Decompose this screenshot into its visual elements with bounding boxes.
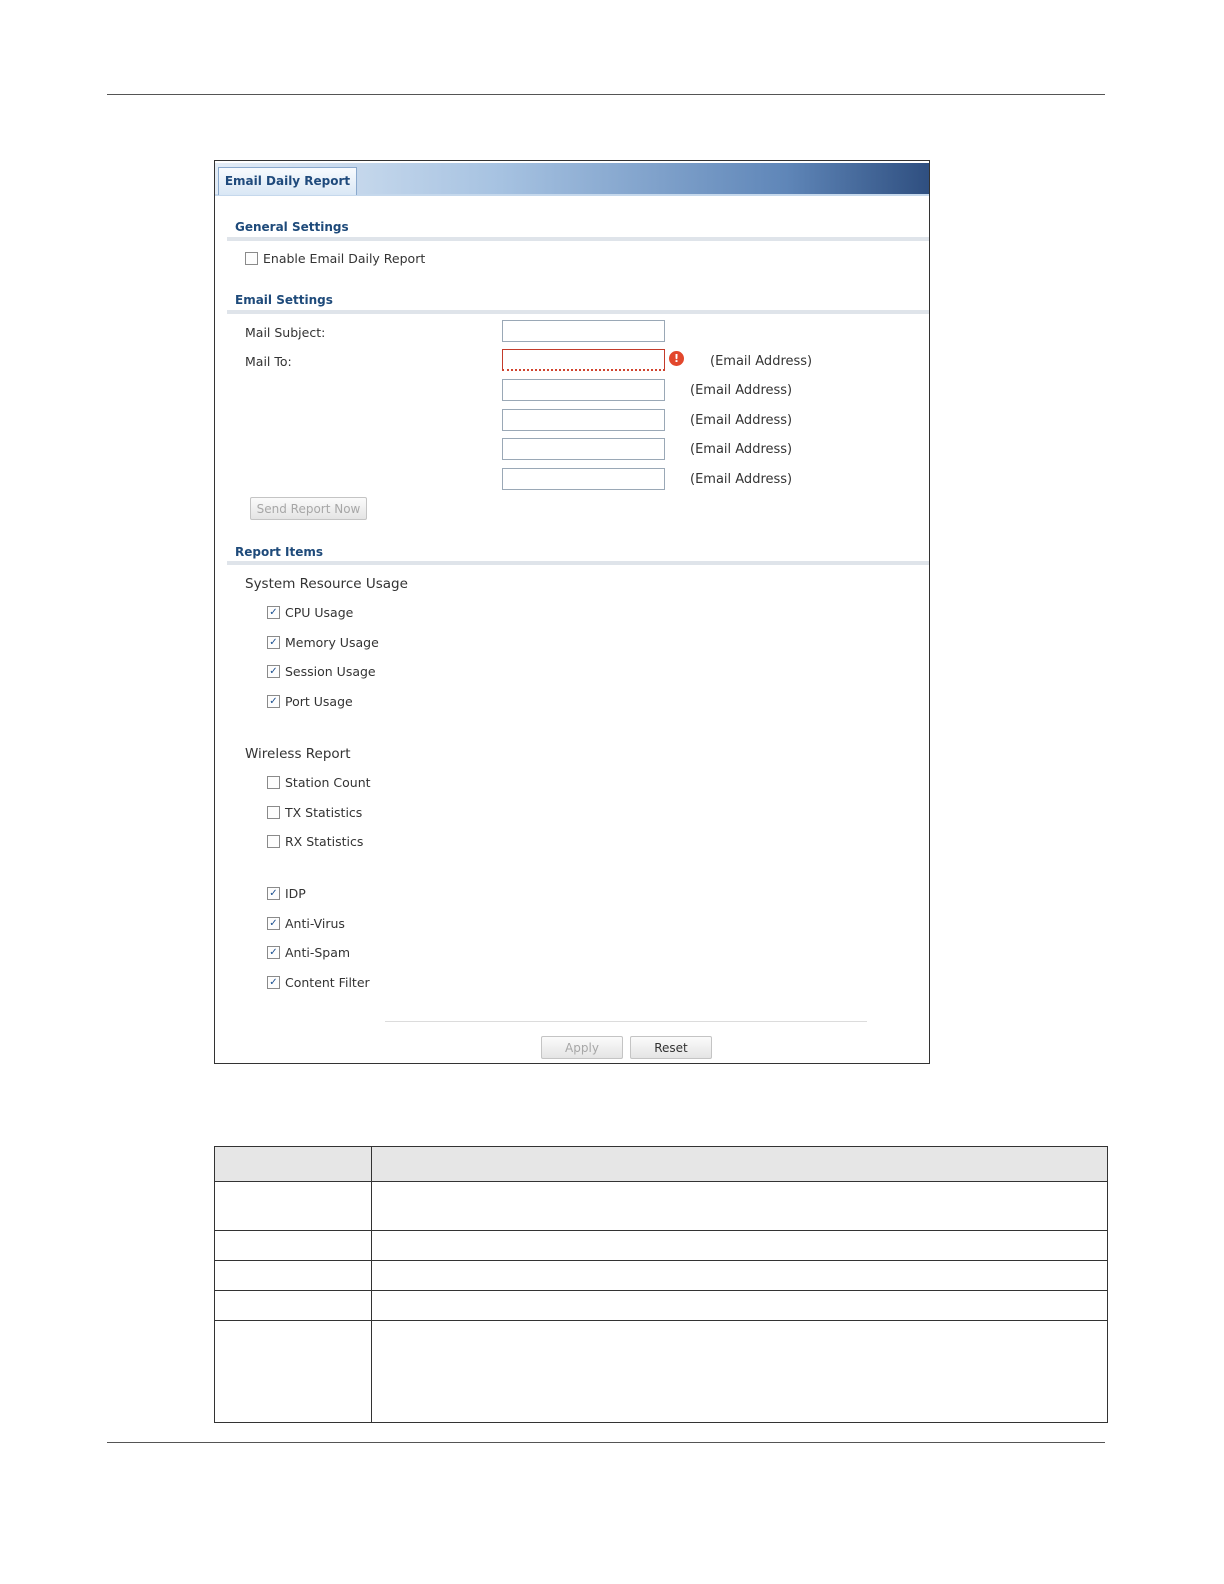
mail-to-input-4[interactable] <box>502 438 665 460</box>
rx-statistics-label: RX Statistics <box>285 834 364 849</box>
email-address-hint: (Email Address) <box>690 442 793 457</box>
email-address-hint: (Email Address) <box>690 383 793 398</box>
enable-email-daily-report-label: Enable Email Daily Report <box>263 251 426 266</box>
tab-email-daily-report[interactable]: Email Daily Report <box>218 167 357 195</box>
table-cell <box>215 1321 372 1423</box>
mail-to-input-5[interactable] <box>502 468 665 490</box>
table-row <box>215 1231 1108 1261</box>
cpu-usage-label: CPU Usage <box>285 605 354 620</box>
table-cell <box>215 1231 372 1261</box>
tx-statistics-checkbox[interactable] <box>267 806 280 819</box>
anti-virus-checkbox[interactable]: ✓ <box>267 917 280 930</box>
table-cell <box>372 1231 1108 1261</box>
table-row <box>215 1321 1108 1423</box>
top-rule <box>107 94 1105 95</box>
table-cell <box>215 1291 372 1321</box>
mail-to-input-3[interactable] <box>502 409 665 431</box>
cpu-usage-checkbox[interactable]: ✓ <box>267 606 280 619</box>
email-address-hint: (Email Address) <box>690 472 793 487</box>
reset-button[interactable]: Reset <box>630 1036 712 1059</box>
session-usage-checkbox[interactable]: ✓ <box>267 665 280 678</box>
memory-usage-checkbox[interactable]: ✓ <box>267 636 280 649</box>
idp-checkbox[interactable]: ✓ <box>267 887 280 900</box>
idp-label: IDP <box>285 886 306 901</box>
error-icon: ! <box>669 351 684 366</box>
table-cell <box>372 1291 1108 1321</box>
port-usage-label: Port Usage <box>285 694 353 709</box>
rx-statistics-checkbox[interactable] <box>267 835 280 848</box>
enable-email-daily-report-checkbox[interactable] <box>245 252 258 265</box>
email-daily-report-panel <box>214 160 930 1064</box>
table-header-cell <box>372 1147 1108 1182</box>
mail-subject-label: Mail Subject: <box>245 325 326 340</box>
port-usage-checkbox[interactable]: ✓ <box>267 695 280 708</box>
section-divider <box>227 310 929 314</box>
anti-spam-checkbox[interactable]: ✓ <box>267 946 280 959</box>
table-cell <box>372 1321 1108 1423</box>
section-divider <box>227 561 929 565</box>
anti-virus-label: Anti-Virus <box>285 916 345 931</box>
description-table <box>214 1146 1108 1423</box>
session-usage-label: Session Usage <box>285 664 376 679</box>
footer-divider <box>385 1021 867 1022</box>
memory-usage-label: Memory Usage <box>285 635 379 650</box>
mail-to-label: Mail To: <box>245 354 292 369</box>
table-cell <box>215 1182 372 1231</box>
general-settings-title: General Settings <box>235 220 349 234</box>
table-cell <box>372 1261 1108 1291</box>
bottom-rule <box>107 1442 1105 1443</box>
station-count-checkbox[interactable] <box>267 776 280 789</box>
table-header-row <box>215 1147 1108 1182</box>
send-report-now-button[interactable]: Send Report Now <box>250 497 367 520</box>
email-address-hint: (Email Address) <box>710 354 813 369</box>
table-row <box>215 1182 1108 1231</box>
email-settings-title: Email Settings <box>235 293 333 307</box>
table-row <box>215 1291 1108 1321</box>
content-filter-checkbox[interactable]: ✓ <box>267 976 280 989</box>
table-header-cell <box>215 1147 372 1182</box>
table-cell <box>215 1261 372 1291</box>
tab-bar <box>215 163 929 196</box>
anti-spam-label: Anti-Spam <box>285 945 351 960</box>
section-divider <box>227 237 929 241</box>
apply-button[interactable]: Apply <box>541 1036 623 1059</box>
table-cell <box>372 1182 1108 1231</box>
email-address-hint: (Email Address) <box>690 413 793 428</box>
mail-subject-input[interactable] <box>502 320 665 342</box>
table-row <box>215 1261 1108 1291</box>
mail-to-input-1[interactable] <box>502 349 665 371</box>
content-filter-label: Content Filter <box>285 975 370 990</box>
system-resource-usage-heading: System Resource Usage <box>245 576 408 592</box>
report-items-title: Report Items <box>235 545 324 559</box>
wireless-report-heading: Wireless Report <box>245 746 351 762</box>
station-count-label: Station Count <box>285 775 371 790</box>
mail-to-input-2[interactable] <box>502 379 665 401</box>
tx-statistics-label: TX Statistics <box>285 805 363 820</box>
